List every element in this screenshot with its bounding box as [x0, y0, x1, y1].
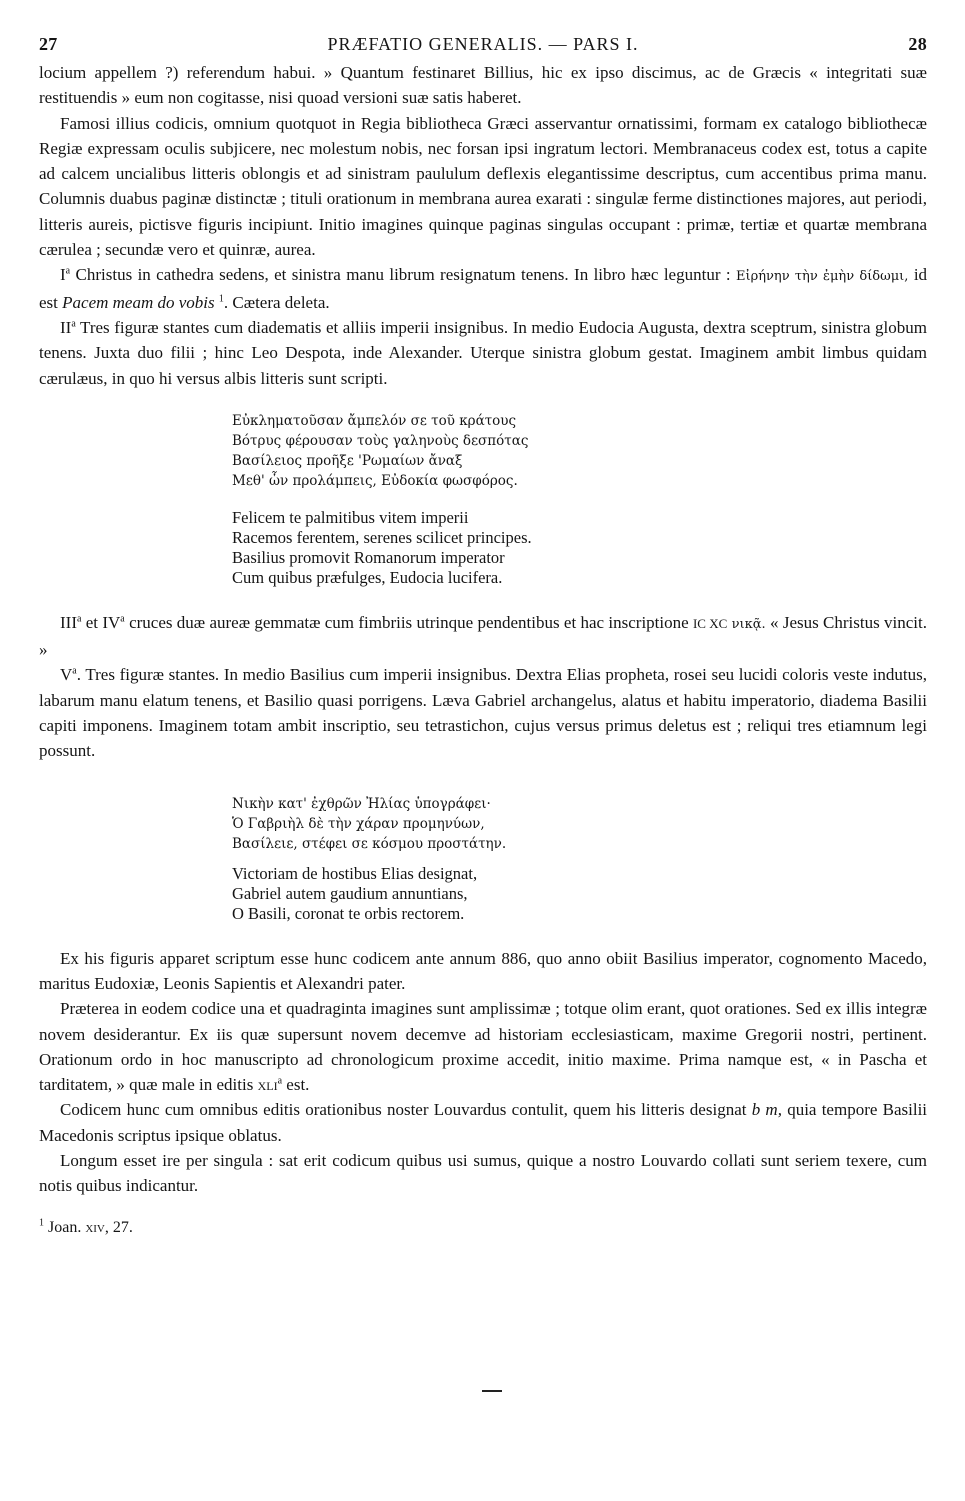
page-header	[39, 34, 927, 60]
latin-verse: Racemos ferentem, serenes scilicet principes.	[232, 527, 532, 547]
page-number-right: 28	[908, 34, 927, 54]
greek-verse: Νικὴν κατ' ἐχθρῶν Ἠλίας ὑπογράφει·	[232, 795, 491, 812]
paragraph-image-3-4: III$^a$ et $IV^a$ cruces duæ aureæ gemmatæ cum fimbriis utrinque pendentibus et hac inscriptione IC XC νικᾷ. « Jesus Christus vincit. »	[39, 612, 927, 660]
paragraph-9: Codicem hunc cum omnibus editis orationibus noster Louvardus contulit, quem his litteris designat b m, quia tempore Basilii Macedonis scriptus ipsique oblatus.	[39, 1100, 928, 1145]
greek-verse: Βότρυς φέρουσαν τοὺς γαληνοὺς δεσπότας	[232, 432, 529, 449]
italic-quote: Pacem meam do vobis	[62, 292, 215, 312]
greek-verse: Εὐκληματοῦσαν ἄμπελόν σε τοῦ κράτους	[232, 412, 517, 429]
image-number: I	[60, 265, 66, 285]
latin-verse: O Basili, coronat te orbis rectorem.	[232, 903, 465, 923]
latin-verse: Gabriel autem gaudium annuntians,	[232, 883, 468, 903]
running-title: PRÆFATIO GENERALIS. — PARS I.	[327, 34, 639, 54]
page-number-left: 27	[39, 34, 58, 54]
paragraph-10: Longum esset ire per singula : sat erit codicum quibus usi sumus, quique a nostro Louvardo collati sunt seriem texere, cum notis quibus indicantur.	[39, 1151, 927, 1196]
image-number: V	[60, 665, 73, 685]
greek-word: νικᾷ.	[731, 616, 766, 632]
paragraph-image-2: $II^a$ Tres figuræ stantes cum diadematis et alliis imperii insignibus. In medio Eudocia Augusta, dextra sceptrum, sinistra globum tenens. Juxta duo filii ; hinc Leo Despota, inde Alexander. Uterque sinistra globum gestat. Imaginem ambit limbus quidam cærulæus, in quo hi versus albis litteris sunt scripti.	[39, 317, 927, 388]
footnote-ref: 1	[218, 293, 224, 305]
image-number: II	[60, 317, 72, 337]
paragraph-image-5: $V^a$. Tres figuræ stantes. In medio Basilius cum imperii insignibus. Dextra Elias propheta, rosei seu lucidi coloris veste indutus, labarum manu elatum tenens, et Basilio quasi porrigens. Læva Gabriel archangelus, alatus et habitu imperatorio, diadema Basilii capiti imponens. Imaginem totam ambit inscriptio, seu tetrastichon, cujus versus primus deletus est ; reliqui tres etiamnum legi possunt.	[39, 665, 927, 761]
paragraph-7: Ex his figuris apparet scriptum esse hunc codicem ante annum 886, quo anno obiit Basilius imperator, cognomento Macedo, maritus Eudoxiæ, Leonis Sapientis et Alexandri pater.	[39, 948, 927, 993]
latin-verse: Victoriam de hostibus Elias designat,	[232, 863, 478, 883]
footnote: $^1$ Joan. xiv, 27.	[39, 1217, 133, 1236]
main-text	[39, 60, 927, 1240]
greek-verse: Βασίλειος προῆξε 'Ρωμαίων ἄναξ	[232, 452, 463, 469]
footnote-marker: 1	[39, 1217, 44, 1229]
greek-verse: Βασίλειε, στέφει σε κόσμου προστάτην.	[232, 835, 507, 852]
paragraph-image-1: $I^a$ Christus in cathedra sedens, et sinistra manu librum resignatum tenens. In libro hæc leguntur : Εἰρήνην τὴν ἐμὴν δίδωμι, id est Pacem meam do vobis $^1$. Cætera deleta.	[39, 265, 928, 312]
verse-block-2	[232, 794, 927, 924]
paragraph-1: locium appellem ?) referendum habui. » Quantum festinaret Billius, hic ex ipso discimus, ac de Græcis « integritati suæ restituendis » eum non cogitasse, nisi quoad versioni suæ satis haberet.	[39, 63, 927, 108]
greek-verse: Ὁ Γαβριὴλ δὲ τὴν χάραν προμηνύων,	[232, 815, 485, 832]
verse-block-1	[232, 411, 927, 588]
page-end-rule	[482, 1390, 502, 1392]
monogram: IC XC	[692, 615, 728, 631]
greek-verse: Μεθ' ὧν προλάμπεις, Εὐδοκία φωσφόρος.	[232, 472, 518, 489]
latin-verse: Basilius promovit Romanorum imperator	[232, 547, 505, 567]
paragraph-8: Præterea in eodem codice una et quadraginta imagines sunt amplissimæ ; totque olim erant, quot orationes. Sed ex illis integræ novem desiderantur. Ex iis quæ supersunt novem decemve ad historiam ecclesiasticam, maxime Gregorii nostri, pertinent. Orationum ordo in hoc manuscripto ad chronologicum proxime accedit, initio maxime. Prima namque est, « in Pascha et tarditatem, » quæ male in editis xli$^a$ est.	[39, 999, 927, 1095]
paragraph-2: Famosi illius codicis, omnium quotquot in Regia bibliotheca Græci asservantur ornatissimi, formam ex catalogo bibliothecæ Regiæ expressam oculis subjicere, nec molestum nobis, nec forsan ipsi ingratum lectori. Membranaceus codex est, totus a capite ad calcem uncialibus litteris oblongis et ad sinistram paululum deflexis elegantissime descriptus, cum accentibus prima manu. Columnis duabus paginæ distinctæ ; tituli orationum in membrana aurea exarati : singulæ ferme distinctiones majores, aut periodi, litteris aureis, pictisve figuris incipiunt. Initio imagines quinque paginas singulas occupant : primæ, tertiæ et quartæ membrana cærulea ; secundæ vero et quinræ, aurea.	[39, 113, 927, 260]
greek-quote: Εἰρήνην τὴν ἐμὴν δίδωμι,	[735, 269, 909, 285]
latin-verse: Cum quibus præfulges, Eudocia lucifera.	[232, 567, 503, 587]
document-page	[39, 34, 927, 1240]
latin-verse: Felicem te palmitibus vitem imperii	[232, 507, 469, 527]
